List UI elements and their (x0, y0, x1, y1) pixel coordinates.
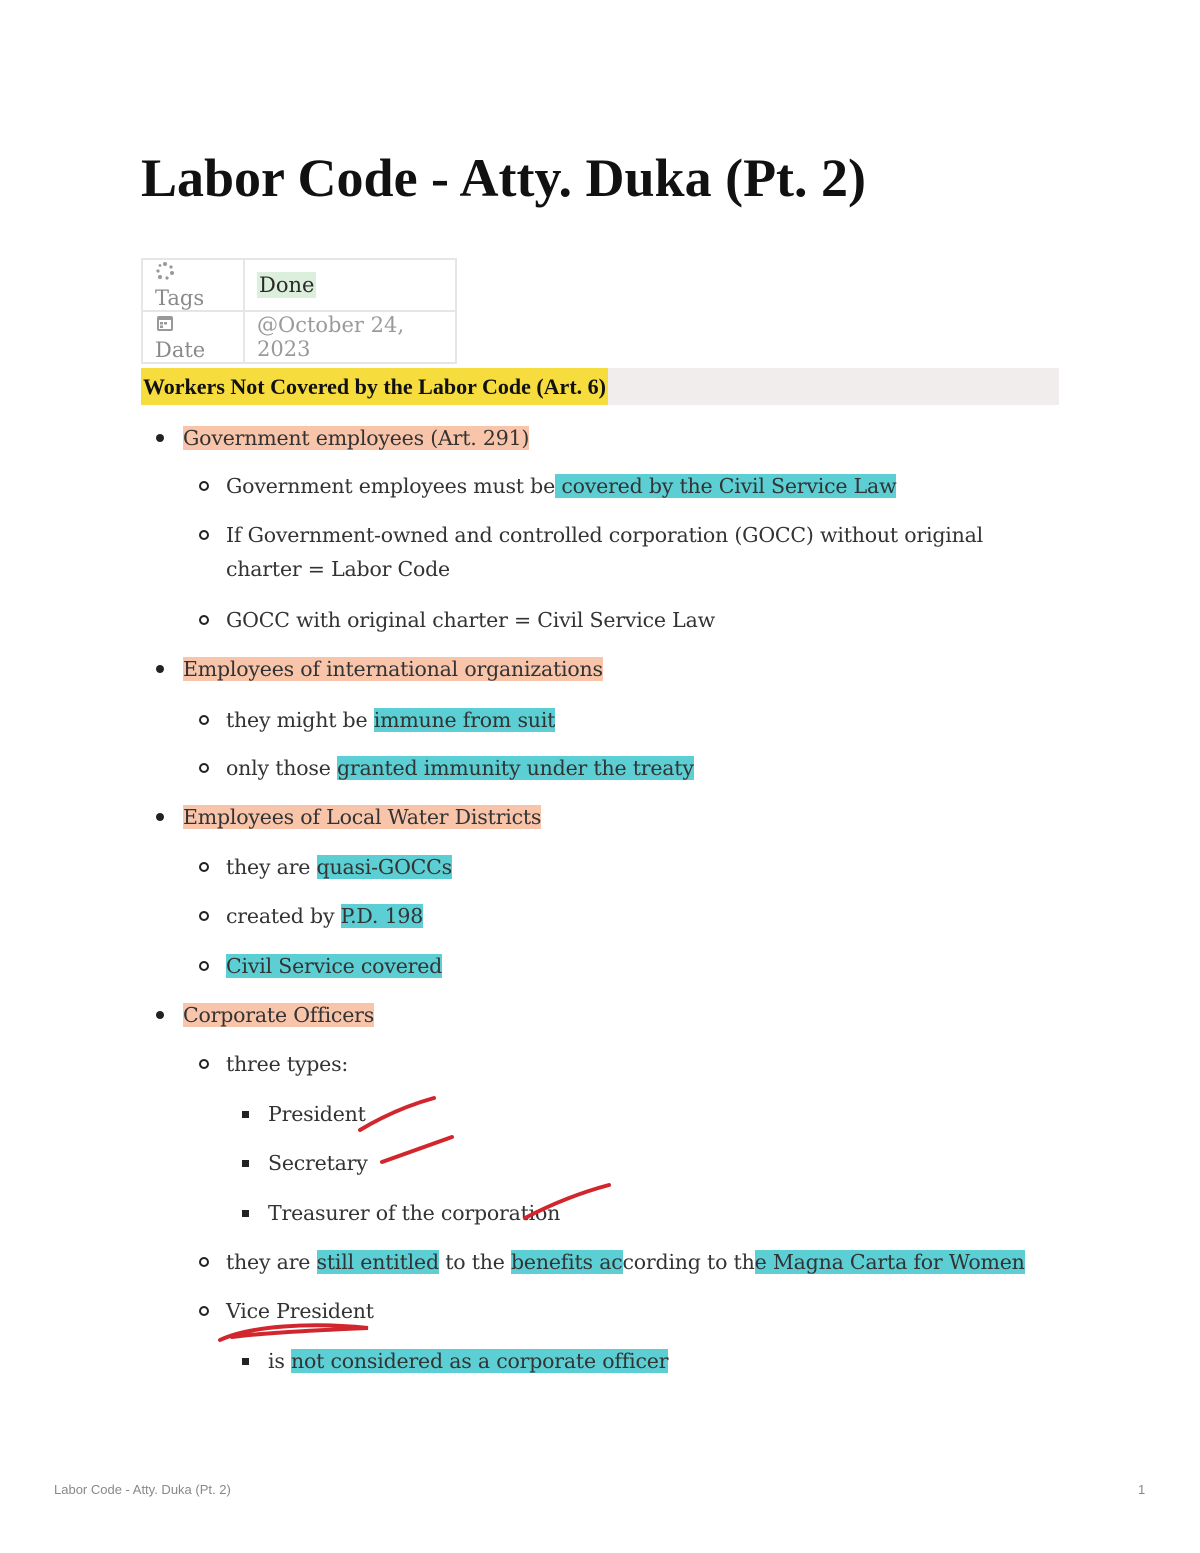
sub-item (226, 603, 715, 637)
highlight: covered by the Civil Service Law (555, 474, 897, 498)
text: If Government-owned and controlled corporation (GOCC) without original charter = Labor Code (226, 523, 984, 581)
ink-check-secretary (382, 1137, 452, 1162)
item-label: Corporate Officers (183, 1003, 375, 1027)
text: Secretary (268, 1151, 368, 1175)
sub-item (226, 899, 423, 933)
highlight: quasi-GOCCs (316, 855, 452, 879)
sub-item (226, 1245, 1025, 1279)
sub-item (226, 1047, 348, 1081)
text: created by (226, 904, 341, 928)
sub-item (226, 469, 896, 503)
item-label: Government employees (Art. 291) (183, 426, 530, 450)
highlight: P.D. 198 (340, 904, 424, 928)
text: Government employees must be (226, 474, 556, 498)
property-key-tags (142, 259, 244, 311)
text: President (268, 1102, 366, 1126)
highlight: Civil Service covered (226, 954, 443, 978)
ink-check-president (360, 1098, 434, 1130)
text: cording to th (622, 1250, 755, 1274)
highlight: not considered as a corporate officer (291, 1349, 669, 1373)
property-row-tags (142, 259, 456, 311)
sub-item (226, 751, 694, 785)
property-value-date[interactable]: @October 24, 2023 (244, 311, 456, 363)
list-item-government-employees (183, 421, 529, 455)
sub-sub-item (268, 1097, 366, 1131)
sub-item (226, 850, 452, 884)
text: they might be (226, 708, 374, 732)
date-label: Date (155, 338, 206, 362)
sub-item (226, 1294, 374, 1328)
highlight: benefits ac (510, 1250, 623, 1274)
calendar-icon (155, 313, 177, 338)
properties-table (141, 258, 457, 364)
sub-item (226, 703, 555, 737)
text: only those (226, 756, 337, 780)
text: is (268, 1349, 291, 1373)
tag-done-badge[interactable]: Done (259, 273, 315, 297)
text: Vice President (226, 1299, 374, 1323)
property-value-tags[interactable] (244, 259, 456, 311)
list-item-local-water-districts (183, 800, 541, 834)
highlight: immune from suit (373, 708, 556, 732)
highlight: e Magna Carta for Women (754, 1250, 1025, 1274)
footer-title: Labor Code - Atty. Duka (Pt. 2) (54, 1482, 231, 1497)
text: GOCC with original charter = Civil Service Law (226, 608, 715, 632)
sub-sub-item (268, 1344, 668, 1378)
page-title: Labor Code - Atty. Duka (Pt. 2) (141, 148, 867, 208)
text: Treasurer of the corporation (268, 1201, 561, 1225)
list-item-corporate-officers (183, 998, 374, 1032)
highlight: granted immunity under the treaty (336, 756, 694, 780)
sub-item (226, 949, 442, 983)
property-key-date (142, 311, 244, 363)
list-item-international-organizations (183, 652, 603, 686)
sub-sub-item (268, 1146, 368, 1180)
section-heading (141, 368, 1059, 405)
page-number: 1 (1138, 1482, 1146, 1497)
text: three types: (226, 1052, 349, 1076)
text: they are (226, 1250, 317, 1274)
sub-sub-item (268, 1196, 560, 1230)
tags-icon (155, 261, 177, 286)
section-heading-text: Workers Not Covered by the Labor Code (Art. 6) (141, 368, 608, 405)
property-row-date (142, 311, 456, 363)
sub-item (226, 518, 1046, 586)
tags-label: Tags (155, 286, 205, 310)
text: they are (226, 855, 317, 879)
highlight: still entitled (316, 1250, 439, 1274)
text: to the (438, 1250, 511, 1274)
item-label: Employees of Local Water Districts (183, 805, 542, 829)
item-label: Employees of international organizations (183, 657, 603, 681)
